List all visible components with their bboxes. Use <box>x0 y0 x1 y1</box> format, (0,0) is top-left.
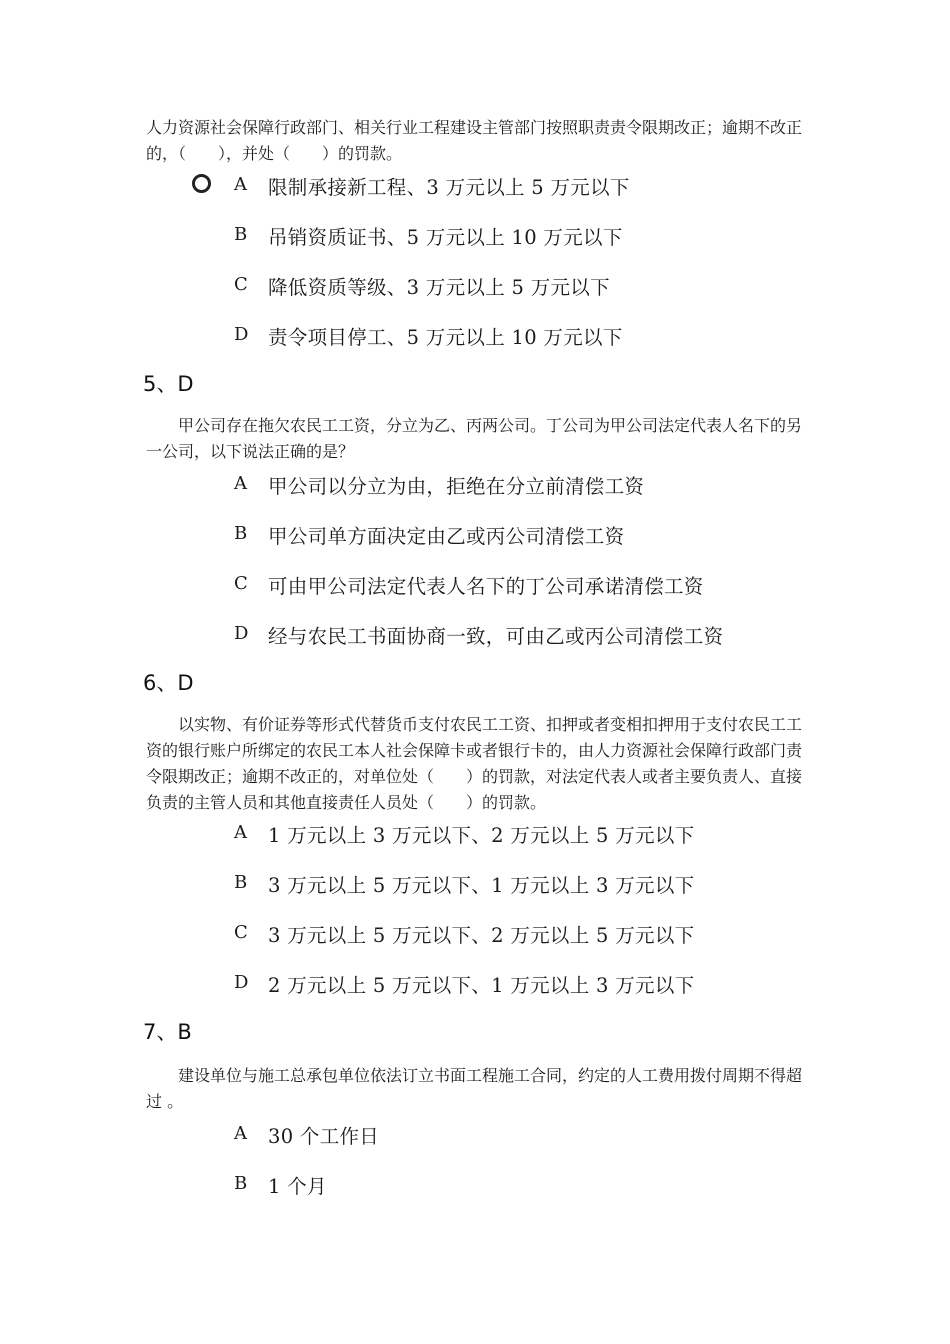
q6-option-b-text[interactable]: 3 万元以上 5 万元以下、1 万元以上 3 万元以下 <box>268 874 695 897</box>
q6-option-a-letter: A <box>234 822 247 843</box>
q4-option-d-letter: D <box>234 324 249 345</box>
q6-stem-line4: 负责的主管人员和其他直接责任人员处（ ）的罚款。 <box>146 793 547 812</box>
q4-option-a-text[interactable]: 限制承接新工程、3 万元以上 5 万元以下 <box>268 176 630 199</box>
q5-option-b-letter: B <box>234 523 248 544</box>
q7-option-a-letter: A <box>234 1123 247 1144</box>
q5-option-b-text[interactable]: 甲公司单方面决定由乙或丙公司清偿工资 <box>268 525 625 548</box>
q5-stem-line1: 甲公司存在拖欠农民工工资，分立为乙、丙两公司。丁公司为甲公司法定代表人名下的另 <box>178 416 803 435</box>
q4-option-c-letter: C <box>234 274 248 295</box>
q7-stem-line2: 过 。 <box>146 1092 184 1111</box>
q6-option-c-letter: C <box>234 922 248 943</box>
q6-stem-line2: 资的银行账户所绑定的农民工本人社会保障卡或者银行卡的，由人力资源社会保障行政部门责 <box>146 741 803 760</box>
q5-option-c-letter: C <box>234 573 248 594</box>
q7-option-b-letter: B <box>234 1173 248 1194</box>
q5-option-a-text[interactable]: 甲公司以分立为由，拒绝在分立前清偿工资 <box>268 475 645 498</box>
q6-option-d-letter: D <box>234 972 249 993</box>
q5-option-c-text[interactable]: 可由甲公司法定代表人名下的丁公司承诺清偿工资 <box>268 575 704 598</box>
q4-option-b-letter: B <box>234 224 248 245</box>
q7-option-b-text[interactable]: 1 个月 <box>268 1175 327 1198</box>
q4-option-d-text[interactable]: 责令项目停工、5 万元以上 10 万元以下 <box>268 326 623 349</box>
q5-stem-line2: 一公司，以下说法正确的是？ <box>146 442 355 461</box>
q4-stem-line1: 人力资源社会保障行政部门、相关行业工程建设主管部门按照职责责令限期改正；逾期不改正 <box>146 118 803 137</box>
q7-stem-line1: 建设单位与施工总承包单位依法订立书面工程施工合同，约定的人工费用拨付周期不得超 <box>178 1066 803 1085</box>
q5-option-d-text[interactable]: 经与农民工书面协商一致，可由乙或丙公司清偿工资 <box>268 625 724 648</box>
q4-stem-line2: 的，（ ），并处（ ）的罚款。 <box>146 144 403 163</box>
q6-option-d-text[interactable]: 2 万元以上 5 万元以下、1 万元以上 3 万元以下 <box>268 974 695 997</box>
radio-circle-icon[interactable] <box>192 174 211 193</box>
q5-option-d-letter: D <box>234 623 249 644</box>
q5-heading: 5、D <box>143 372 194 396</box>
q6-option-a-text[interactable]: 1 万元以上 3 万元以下、2 万元以上 5 万元以下 <box>268 824 695 847</box>
q6-stem-line3: 令限期改正；逾期不改正的，对单位处（ ）的罚款，对法定代表人或者主要负责人、直接 <box>146 767 803 786</box>
q4-option-a-letter: A <box>234 174 247 195</box>
q4-option-c-text[interactable]: 降低资质等级、3 万元以上 5 万元以下 <box>268 276 610 299</box>
q6-heading: 6、D <box>143 671 194 695</box>
q6-option-c-text[interactable]: 3 万元以上 5 万元以下、2 万元以上 5 万元以下 <box>268 924 695 947</box>
q5-option-a-letter: A <box>234 473 247 494</box>
q6-option-b-letter: B <box>234 872 248 893</box>
q7-option-a-text[interactable]: 30 个工作日 <box>268 1125 380 1148</box>
q4-option-b-text[interactable]: 吊销资质证书、5 万元以上 10 万元以下 <box>268 226 623 249</box>
q7-heading: 7、B <box>143 1020 192 1044</box>
q6-stem-line1: 以实物、有价证券等形式代替货币支付农民工工资、扣押或者变相扣押用于支付农民工工 <box>178 715 803 734</box>
